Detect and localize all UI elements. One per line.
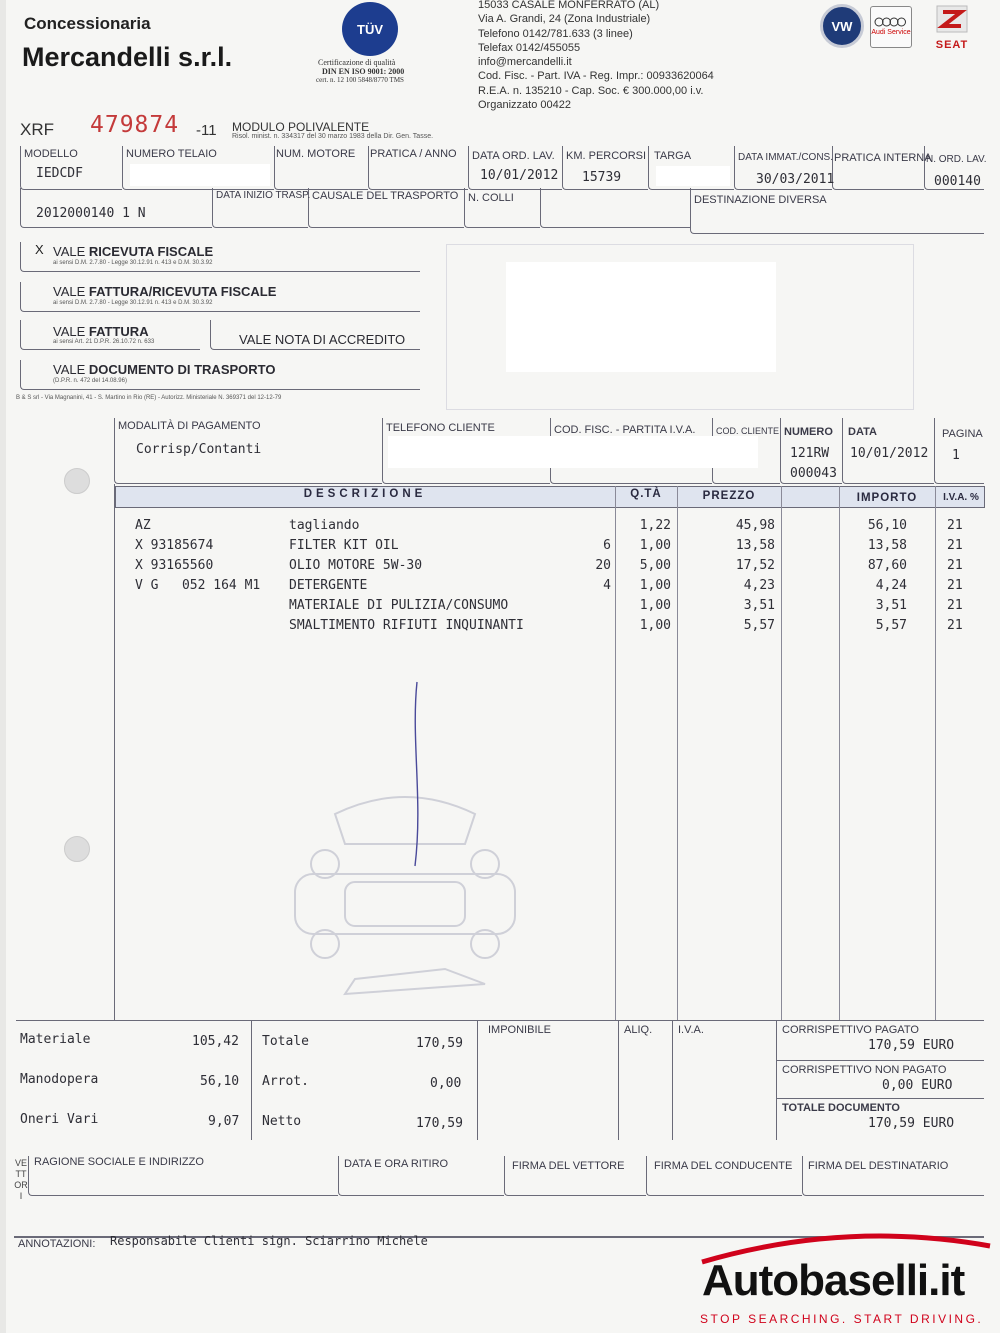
audi-logo-text: Audi Service [871, 29, 911, 36]
label-cod-cliente: COD. CLIENTE [716, 426, 780, 436]
row-importo: 87,60 [867, 558, 907, 573]
label-km: KM. PERCORSI [566, 150, 647, 162]
corrispettivo-sep [776, 1060, 984, 1061]
redacted-customer [506, 262, 776, 372]
label-aliq: ALIQ. [624, 1024, 653, 1036]
value-data: 10/01/2012 [850, 446, 929, 461]
vale-fattura [20, 320, 200, 350]
row-iva: 21 [947, 558, 963, 573]
vale-fattura-note: ai sensi Art. 21 D.P.R. 26.10.72 n. 633 [53, 339, 155, 345]
value-numero-2: 000043 [790, 466, 837, 481]
seat-s-icon [935, 4, 969, 34]
row-importo: 13,58 [867, 538, 907, 553]
table-row [115, 618, 985, 638]
audi-rings-icon [874, 17, 908, 27]
label-telefono: TELEFONO CLIENTE [386, 422, 495, 434]
vale-fattura-prefix: VALE [53, 324, 89, 339]
vale-nota-accredito [210, 320, 420, 350]
value-tot-doc: 170,59 EURO [868, 1116, 955, 1131]
vale-ricevuta [20, 242, 420, 272]
row-iva: 21 [947, 578, 963, 593]
label-targa: TARGA [654, 150, 692, 162]
vale-fattura-title: FATTURA [88, 324, 149, 339]
seat-logo [920, 4, 984, 52]
label-non-pagato: CORRISPETTIVO NON PAGATO [782, 1064, 947, 1076]
vale-fattura-ricevuta-title: FATTURA/RICEVUTA FISCALE [88, 284, 277, 299]
company-label: Concessionaria [24, 14, 151, 33]
label-tot-doc: TOTALE DOCUMENTO [782, 1102, 900, 1114]
label-cod-fisc: COD. FISC. - PARTITA I.V.A. [554, 424, 696, 436]
row-extra: 4 [603, 578, 611, 593]
row-qta: 1,00 [639, 578, 671, 593]
label-firma-conducente: FIRMA DEL CONDUCENTE [654, 1160, 793, 1172]
value-numero-1: 121RW [790, 446, 830, 461]
value-totale: 170,59 [416, 1036, 463, 1051]
row-prezzo: 3,51 [743, 598, 775, 613]
label-firma-destinatario: FIRMA DEL DESTINATARIO [808, 1160, 949, 1172]
label-motore: NUM. MOTORE [276, 148, 356, 160]
row-qta: 1,00 [639, 598, 671, 613]
label-imponibile: IMPONIBILE [488, 1024, 551, 1036]
value-manodopera: 56,10 [200, 1074, 240, 1089]
row-desc: tagliando [289, 518, 360, 533]
invoice-paper [6, 0, 1000, 1333]
header-descrizione: DESCRIZIONE [303, 488, 427, 500]
label-causale: CAUSALE DEL TRASPORTO [312, 190, 459, 202]
vale-documento-title: DOCUMENTO DI TRASPORTO [88, 362, 276, 377]
row-iva: 21 [947, 598, 963, 613]
value-n-ord: 000140 [934, 174, 981, 189]
label-data-ritiro: DATA E ORA RITIRO [344, 1158, 449, 1170]
vw-logo [820, 4, 864, 48]
modulo-note: Risol. minist. n. 334317 del 30 marzo 1983 della Dir. Gen. Tasse. [232, 133, 434, 140]
punch-hole [64, 836, 90, 862]
label-annotazioni: ANNOTAZIONI: [18, 1238, 96, 1250]
vale-fattura-ricevuta-prefix: VALE [53, 284, 89, 299]
row-extra: 6 [603, 538, 611, 553]
label-totale: Totale [262, 1034, 309, 1049]
row-qta: 1,22 [639, 518, 671, 533]
doc-prefix: XRF [20, 120, 54, 139]
tuv-logo [342, 2, 398, 56]
value-materiale: 105,42 [192, 1034, 239, 1049]
row-iva: 21 [947, 618, 963, 633]
header-qta: Q.TÀ [630, 488, 662, 500]
table-row [115, 558, 985, 578]
vale-documento-note: (D.P.R. n. 472 del 14.08.96) [53, 378, 127, 384]
header-importo: IMPORTO [856, 492, 918, 504]
address-line: Via A. Grandi, 24 (Zona Industriale) [478, 13, 651, 26]
value-data-immat: 30/03/2011 [756, 172, 835, 187]
row-prezzo: 13,58 [735, 538, 775, 553]
label-iva: I.V.A. [678, 1024, 704, 1036]
redacted-targa [656, 166, 730, 186]
label-modello: MODELLO [24, 148, 78, 160]
vettori-label: VETTORI [14, 1158, 28, 1201]
label-data: DATA [848, 426, 877, 438]
value-oneri: 9,07 [208, 1114, 240, 1129]
audi-logo [870, 6, 912, 48]
label-data-inizio: DATA INIZIO TRASP. [216, 190, 311, 201]
label-firma-vettore: FIRMA DEL VETTORE [512, 1160, 625, 1172]
row-qta: 5,00 [639, 558, 671, 573]
row-iva: 21 [947, 518, 963, 533]
address-line: info@mercandelli.it [478, 56, 572, 69]
table-row [115, 578, 985, 598]
vale-nota-accredito-prefix: VALE [239, 332, 275, 347]
value-netto: 170,59 [416, 1116, 463, 1131]
row-qta: 1,00 [639, 618, 671, 633]
label-ragione: RAGIONE SOCIALE E INDIRIZZO [34, 1156, 204, 1168]
seat-logo-text: SEAT [935, 39, 969, 51]
label-modalita: MODALITÀ DI PAGAMENTO [118, 420, 261, 432]
row-iva: 21 [947, 538, 963, 553]
label-telaio: NUMERO TELAIO [126, 148, 217, 160]
watermark-tagline: STOP SEARCHING. START DRIVING. [700, 1312, 984, 1326]
watermark-brand: Autobaselli.it [702, 1256, 965, 1305]
row-desc: FILTER KIT OIL [289, 538, 399, 553]
address-line: R.E.A. n. 135210 - Cap. Soc. € 300.000,00 i.v. [478, 84, 704, 97]
vale-ricevuta-prefix: VALE [53, 244, 89, 259]
row-desc: SMALTIMENTO RIFIUTI INQUINANTI [289, 618, 524, 633]
row-desc: MATERIALE DI PULIZIA/CONSUMO [289, 598, 509, 613]
vale-documento-prefix: VALE [53, 362, 89, 377]
redacted-phone [388, 436, 758, 468]
field-extra [540, 188, 690, 228]
label-pagina: PAGINA [942, 428, 983, 440]
items-table [114, 484, 984, 1020]
address-line: Organizzato 00422 [478, 99, 571, 112]
redacted-telaio [130, 164, 270, 186]
table-row [115, 518, 985, 538]
header-iva: I.V.A. % [943, 492, 979, 503]
label-destinazione: DESTINAZIONE DIVERSA [694, 194, 827, 206]
row-importo: 5,57 [875, 618, 907, 633]
value-data-ord: 10/01/2012 [480, 168, 559, 183]
vale-nota-accredito-title: NOTA DI ACCREDITO [274, 332, 406, 347]
value-annotazioni: Responsabile Clienti sign. Sciarrino Michele [110, 1234, 428, 1248]
cert-line: cert. n. 12 100 5848/8770 TMS [316, 76, 404, 84]
label-data-ord: DATA ORD. LAV. [472, 150, 555, 162]
row-importo: 56,10 [867, 518, 907, 533]
label-arrot: Arrot. [262, 1074, 309, 1089]
address-line: Telefono 0142/781.633 (3 linee) [478, 27, 633, 40]
aliq-line [618, 1020, 619, 1140]
label-numero: NUMERO [784, 426, 833, 438]
doc-suffix: -11 [196, 122, 217, 139]
row-prezzo: 5,57 [743, 618, 775, 633]
row-desc: DETERGENTE [289, 578, 368, 593]
row-code: AZ [135, 518, 151, 533]
row-extra: 20 [595, 558, 611, 573]
iva-line [672, 1020, 673, 1140]
row-qta: 1,00 [639, 538, 671, 553]
doc-number: 479874 [90, 112, 180, 138]
carbon-car-diagram [215, 784, 575, 1004]
vale-ricevuta-note: ai sensi D.M. 2.7.80 - Legge 30.12.91 n. 413 e D.M. 30.3.92 [53, 260, 213, 266]
row-code: V G 052 164 M1 [135, 578, 261, 593]
vw-logo-text: VW [831, 18, 853, 34]
value-pagato: 170,59 EURO [868, 1038, 955, 1053]
handwritten-mark [401, 680, 431, 880]
modulo-title: MODULO POLIVALENTE [232, 120, 370, 134]
cert-line: DIN EN ISO 9001: 2000 [322, 67, 405, 76]
label-manodopera: Manodopera [20, 1072, 99, 1087]
value-km: 15739 [582, 170, 622, 185]
label-materiale: Materiale [20, 1032, 91, 1047]
vale-documento-trasporto [20, 360, 420, 390]
vale-fattura-ricevuta [20, 282, 420, 312]
label-colli: N. COLLI [468, 192, 514, 204]
vale-fattura-ricevuta-note: ai sensi D.M. 2.7.80 - Legge 30.12.91 n. 413 e D.M. 30.3.92 [53, 300, 213, 306]
value-non-pagato: 0,00 EURO [882, 1078, 953, 1093]
table-row [115, 598, 985, 618]
cert-line: Certificazione di qualità [318, 58, 396, 67]
label-data-immat: DATA IMMAT./CONS. [738, 152, 834, 163]
label-oneri: Oneri Vari [20, 1112, 99, 1127]
vale-ricevuta-mark: X [35, 242, 44, 257]
row-prezzo: 45,98 [735, 518, 775, 533]
vale-ricevuta-title: RICEVUTA FISCALE [88, 244, 214, 259]
value-arrot: 0,00 [430, 1076, 462, 1091]
punch-hole [64, 468, 90, 494]
value-pagina: 1 [952, 448, 960, 463]
row-importo: 3,51 [875, 598, 907, 613]
address-line: 15033 CASALE MONFERRATO (AL) [478, 0, 660, 11]
row-code: X 93185674 [135, 538, 214, 553]
label-pratica-interna: PRATICA INTERNA [834, 152, 932, 164]
corrispettivo-sep [776, 1098, 984, 1099]
value-modello: IEDCDF [36, 166, 83, 181]
label-pagato: CORRISPETTIVO PAGATO [782, 1024, 919, 1036]
address-line: Telefax 0142/455055 [478, 41, 581, 54]
value-modalita: Corrisp/Contanti [136, 442, 262, 457]
header-prezzo: PREZZO [702, 490, 756, 502]
label-n-ord: N. ORD. LAV. [926, 154, 987, 165]
table-row [115, 538, 985, 558]
printer-note: B & S srl - Via Magnanini, 41 - S. Martino in Rio (RE) - Autorizz. Ministeriale N. 369371 del 12-12-79 [16, 395, 282, 401]
value-row2: 2012000140 1 N [36, 206, 146, 221]
row-prezzo: 4,23 [743, 578, 775, 593]
label-pratica: PRATICA / ANNO [370, 148, 457, 160]
address-block [478, 0, 714, 112]
address-line: Cod. Fisc. - Part. IVA - Reg. Impr.: 00933620064 [478, 70, 714, 83]
company-name: Mercandelli s.r.l. [22, 42, 233, 72]
row-desc: OLIO MOTORE 5W-30 [289, 558, 423, 573]
row-prezzo: 17,52 [735, 558, 775, 573]
row-importo: 4,24 [875, 578, 907, 593]
row-code: X 93165560 [135, 558, 214, 573]
label-netto: Netto [262, 1114, 302, 1129]
tuv-logo-text: TÜV [357, 21, 383, 37]
